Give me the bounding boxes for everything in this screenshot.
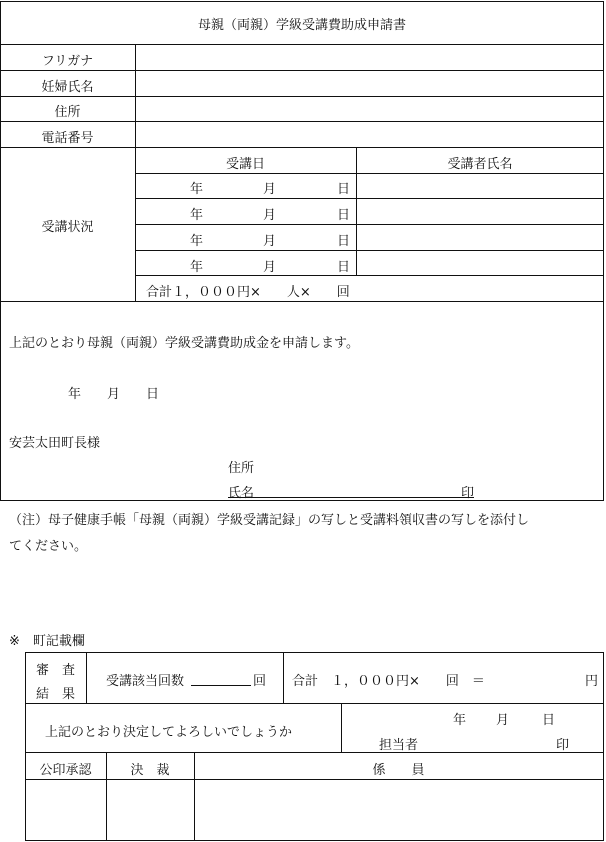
office-date-month: 月 [496, 713, 510, 728]
request-text: 上記のとおり母親（両親）学級受講費助成金を申請します。 [9, 336, 359, 351]
staff-label: 担当者 [379, 738, 419, 753]
staff-seal: 印 [556, 738, 570, 753]
clerk-label: 係 員 [372, 763, 425, 778]
address-label: 住所 [54, 105, 81, 120]
pregnant-name-label: 妊婦氏名 [41, 80, 94, 95]
total-unit: 円 [585, 674, 599, 689]
office-heading: ※ 町記載欄 [9, 634, 85, 649]
application-date: 年 月 日 [68, 387, 160, 402]
count-blank-line [191, 685, 251, 686]
phone-label: 電話番号 [41, 131, 94, 146]
attendee-header: 受講者氏名 [447, 157, 513, 172]
office-date-day: 日 [542, 713, 556, 728]
furigana-label: フリガナ [41, 54, 94, 69]
total-label: 合計 １，０００円× 回 ＝ [292, 674, 485, 689]
note-line-1: （注）母子健康手帳「母親（両親）学級受講記録」の写しと受講料領収書の写しを添付し [9, 513, 530, 528]
review-label-1: 審 査 [35, 663, 75, 678]
form-title: 母親（両親）学級受講費助成申請書 [197, 18, 406, 33]
total-line: 合計１，０００円× 人× 回 [146, 285, 350, 300]
approval-label: 決 裁 [130, 763, 170, 778]
count-label: 受講該当回数 [106, 674, 185, 689]
count-unit: 回 [253, 674, 267, 689]
addressee: 安芸太田町長様 [9, 436, 101, 451]
note-line-2: てください。 [9, 539, 88, 554]
applicant-address-label: 住所 [228, 461, 255, 476]
seal-mark: 印 [461, 486, 475, 501]
attendance-label: 受講状況 [41, 220, 94, 235]
review-label-2: 結 果 [35, 687, 75, 702]
decision-text: 上記のとおり決定してよろしいでしょうか [45, 725, 293, 740]
stamp-label: 公印承認 [39, 763, 92, 778]
applicant-name-line [228, 497, 474, 498]
date-header: 受講日 [225, 157, 265, 172]
office-date-year: 年 [453, 713, 467, 728]
applicant-name-label: 氏名 [228, 486, 255, 501]
